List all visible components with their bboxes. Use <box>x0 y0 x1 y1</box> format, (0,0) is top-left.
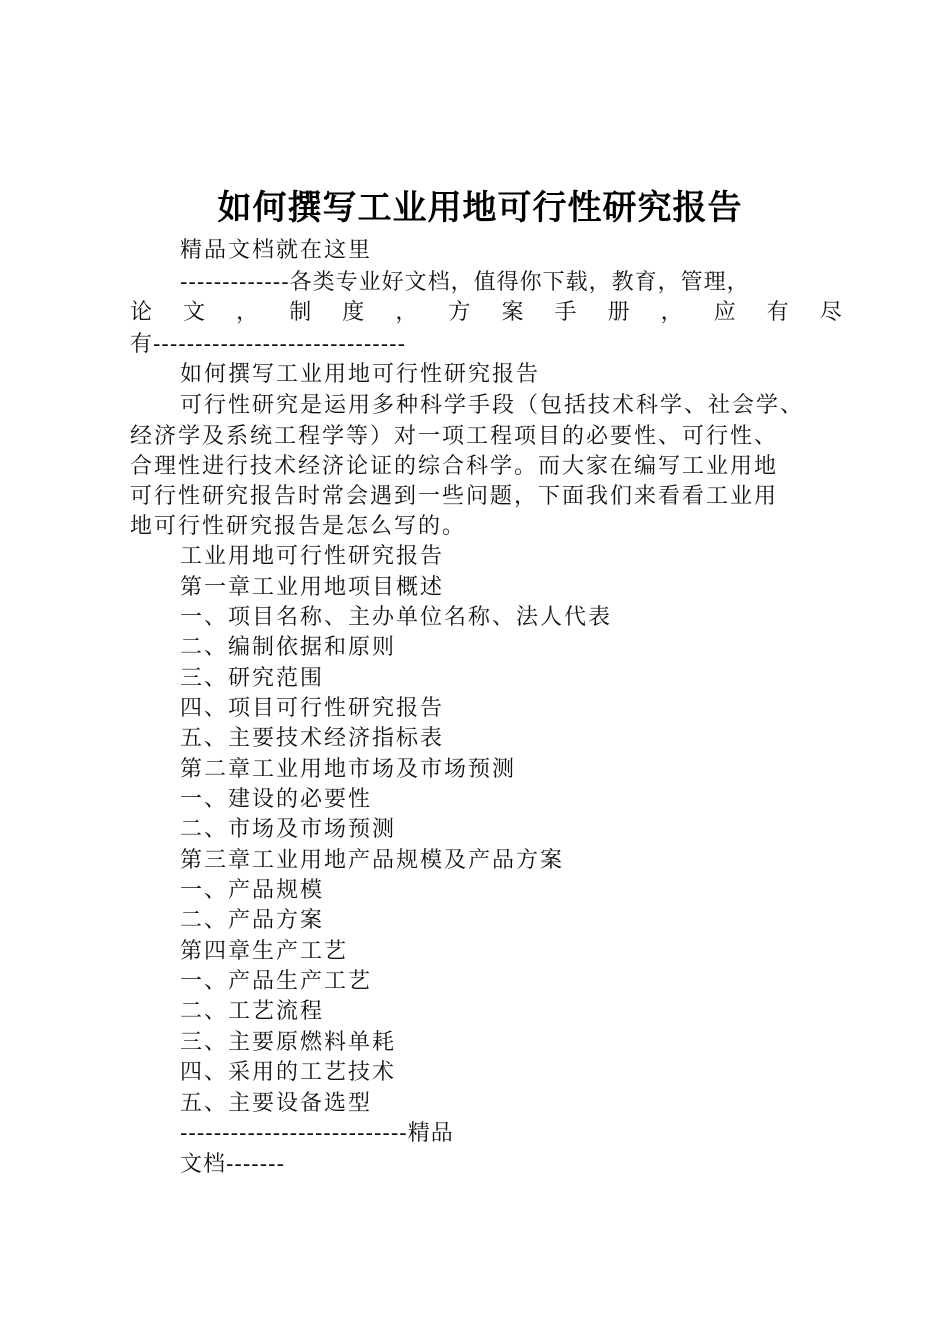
spread-char: ， <box>236 300 259 325</box>
outline-item: 三、研究范围 <box>180 666 325 691</box>
header-divider-line: 有------------------------------ <box>130 332 407 357</box>
spread-char: 应 <box>713 300 736 325</box>
outline-item: 二、产品方案 <box>180 908 325 933</box>
outline-item: 一、项目名称、主办单位名称、法人代表 <box>180 605 613 630</box>
outline-item: 一、产品规模 <box>180 878 325 903</box>
paragraph-line: 可行性研究是运用多种科学手段（包括技术科学、社会学、 <box>180 393 805 418</box>
spread-char: 案 <box>501 300 524 325</box>
outline-item: 四、项目可行性研究报告 <box>180 696 445 721</box>
outline-item: 二、市场及市场预测 <box>180 817 397 842</box>
outline-item: 一、产品生产工艺 <box>180 969 373 994</box>
outline-item: 第一章工业用地项目概述 <box>180 575 445 600</box>
outline-item: 二、工艺流程 <box>180 999 325 1024</box>
outline-item: 五、主要设备选型 <box>180 1091 373 1116</box>
outline-item: 工业用地可行性研究报告 <box>180 544 445 569</box>
paragraph-line: 地可行性研究报告是怎么写的。 <box>130 514 467 539</box>
spread-char: 度 <box>342 300 365 325</box>
spread-char: ， <box>660 300 683 325</box>
outline-item: 一、建设的必要性 <box>180 787 373 812</box>
outline-item: 第三章工业用地产品规模及产品方案 <box>180 848 565 873</box>
spread-char: 制 <box>289 300 312 325</box>
header-spread-line <box>130 298 842 328</box>
outline-item: 四、采用的工艺技术 <box>180 1060 397 1085</box>
spread-char: 文 <box>183 300 206 325</box>
spread-char: 手 <box>554 300 577 325</box>
spread-char: 册 <box>607 300 630 325</box>
spread-char: 有 <box>766 300 789 325</box>
outline-item: 二、编制依据和原则 <box>180 635 397 660</box>
footer-line: 文档------- <box>180 1152 286 1177</box>
outline-item: 五、主要技术经济指标表 <box>180 726 445 751</box>
paragraph-line: 可行性研究报告时常会遇到一些问题，下面我们来看看工业用 <box>130 484 779 509</box>
document-title: 如何撰写工业用地可行性研究报告 <box>217 188 743 228</box>
paragraph-line: 经济学及系统工程学等）对一项工程项目的必要性、可行性、 <box>130 424 779 449</box>
spread-char: 论 <box>130 300 153 325</box>
spread-char: 尽 <box>819 300 842 325</box>
header-intro-line: -------------各类专业好文档，值得你下载，教育，管理， <box>180 270 750 295</box>
spread-char: ， <box>395 300 418 325</box>
paragraph-line: 合理性进行技术经济论证的综合科学。而大家在编写工业用地 <box>130 454 779 479</box>
header-tagline: 精品文档就在这里 <box>180 238 373 263</box>
spread-char: 方 <box>448 300 471 325</box>
footer-line: ---------------------------精品 <box>180 1121 454 1146</box>
outline-item: 第二章工业用地市场及市场预测 <box>180 757 517 782</box>
outline-item: 第四章生产工艺 <box>180 939 349 964</box>
outline-item: 三、主要原燃料单耗 <box>180 1030 397 1055</box>
document-subtitle: 如何撰写工业用地可行性研究报告 <box>180 362 541 387</box>
